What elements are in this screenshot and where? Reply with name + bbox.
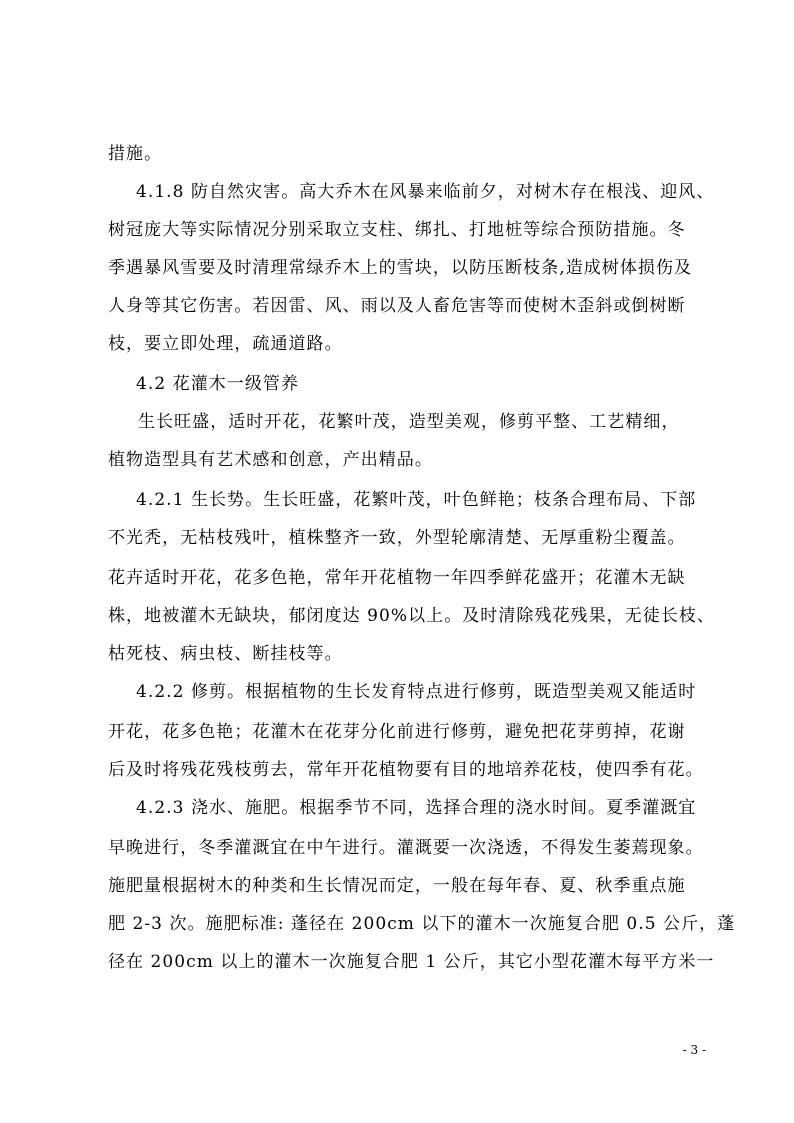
paragraph-line: 4.2.2 修剪。根据植物的生长发育特点进行修剪，既造型美观又能适时 — [136, 682, 697, 702]
page-number: - 3 - — [682, 1043, 706, 1057]
paragraph-line: 4.2.1 生长势。生长旺盛，花繁叶茂，叶色鲜艳；枝条合理布局、下部 — [136, 490, 697, 510]
paragraph-line: 株，地被灌木无缺块，郁闭度达 90%以上。及时清除残花残果，无徒长枝、 — [108, 606, 715, 626]
paragraph-line: 花卉适时开花，花多色艳，常年开花植物一年四季鲜花盛开；花灌木无缺 — [108, 568, 686, 588]
paragraph-line: 开花，花多色艳；花灌木在花芽分化前进行修剪，避免把花芽剪掉，花谢 — [108, 722, 686, 742]
paragraph-line: 肥 2-3 次。施肥标准: 蓬径在 200cm 以下的灌木一次施复合肥 0.5 公斤，蓬 — [108, 914, 736, 934]
paragraph-line: 早晚进行，冬季灌溉宜在中午进行。灌溉要一次浇透，不得发生萎蔫现象。 — [108, 838, 704, 858]
paragraph-line: 枝，要立即处理，疏通道路。 — [108, 334, 343, 354]
paragraph-line: 人身等其它伤害。若因雷、风、雨以及人畜危害等而使树木歪斜或倒树断 — [108, 296, 686, 316]
paragraph-line: 生长旺盛，适时开花，花繁叶茂，造型美观，修剪平整、工艺精细， — [138, 412, 680, 432]
paragraph-line: 树冠庞大等实际情况分别采取立支柱、绑扎、打地桩等综合预防措施。冬 — [108, 220, 686, 240]
paragraph-line: 4.2.3 浇水、施肥。根据季节不同，选择合理的浇水时间。夏季灌溉宜 — [136, 798, 697, 818]
paragraph-line: 径在 200cm 以上的灌木一次施复合肥 1 公斤，其它小型花灌木每平方米一 — [108, 952, 715, 972]
paragraph-line: 4.1.8 防自然灾害。高大乔木在风暴来临前夕，对树木存在根浅、迎风、 — [136, 182, 715, 202]
paragraph-line: 后及时将残花残枝剪去，常年开花植物要有目的地培养花枝，使四季有花。 — [108, 760, 704, 780]
paragraph-line: 植物造型具有艺术感和创意，产出精品。 — [108, 450, 433, 470]
paragraph-line: 措施。 — [108, 144, 163, 164]
section-heading: 4.2 花灌木一级管养 — [136, 374, 299, 394]
paragraph-line: 不光秃，无枯枝残叶，植株整齐一致，外型轮廓清楚、无厚重粉尘覆盖。 — [108, 528, 686, 548]
paragraph-line: 施肥量根据树木的种类和生长情况而定，一般在每年春、夏、秋季重点施 — [108, 876, 686, 896]
paragraph-line: 枯死枝、病虫枝、断挂枝等。 — [108, 644, 343, 664]
paragraph-line: 季遇暴风雪要及时清理常绿乔木上的雪块，以防压断枝条,造成树体损伤及 — [108, 258, 693, 278]
